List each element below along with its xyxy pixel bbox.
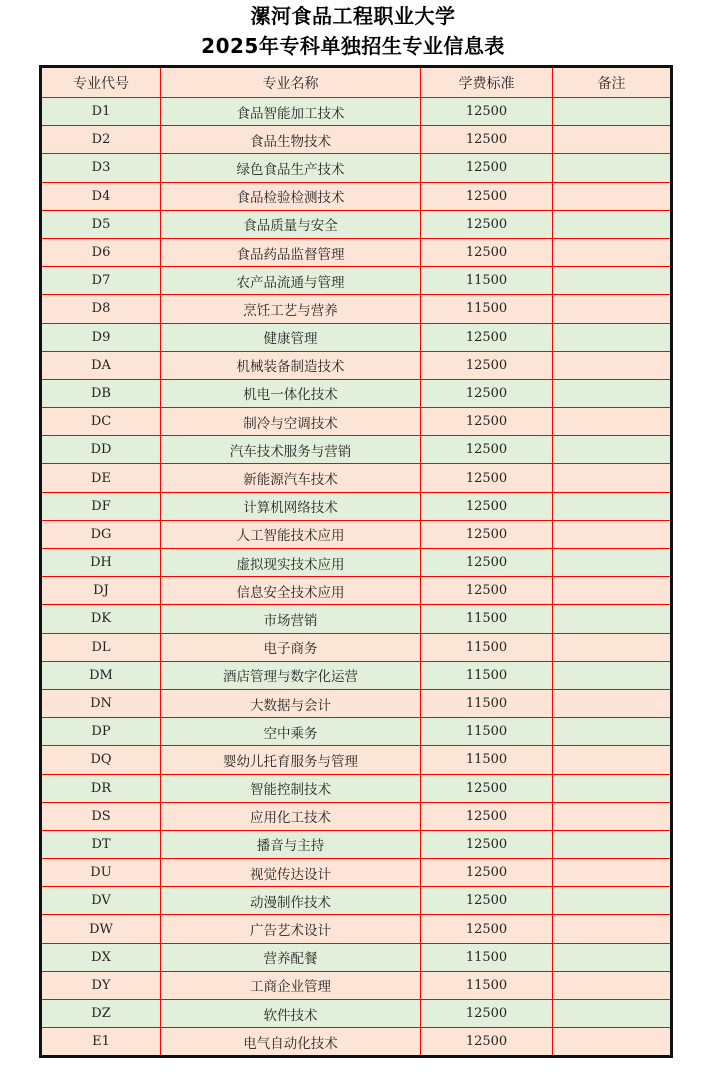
name-cell: 软件技术 <box>161 1000 421 1028</box>
code-cell: DE <box>41 464 161 492</box>
fee-cell: 12500 <box>421 859 553 887</box>
fee-cell: 12500 <box>421 774 553 802</box>
header-code: 专业代号 <box>41 67 161 98</box>
code-cell: D3 <box>41 154 161 182</box>
name-cell: 工商企业管理 <box>161 971 421 999</box>
code-cell: DF <box>41 492 161 520</box>
name-cell: 健康管理 <box>161 323 421 351</box>
name-cell: 食品质量与安全 <box>161 210 421 238</box>
fee-cell: 11500 <box>421 661 553 689</box>
code-cell: DD <box>41 436 161 464</box>
table-body <box>41 98 672 1057</box>
table-header-row <box>41 67 672 98</box>
code-cell: DK <box>41 605 161 633</box>
fee-cell: 12500 <box>421 154 553 182</box>
name-cell: 酒店管理与数字化运营 <box>161 661 421 689</box>
code-cell: D6 <box>41 238 161 266</box>
code-cell: D4 <box>41 182 161 210</box>
table-row <box>41 774 672 802</box>
fee-cell: 11500 <box>421 605 553 633</box>
note-cell <box>553 408 672 436</box>
name-cell: 播音与主持 <box>161 830 421 858</box>
code-cell: D8 <box>41 295 161 323</box>
fee-cell: 12500 <box>421 1028 553 1057</box>
note-cell <box>553 1000 672 1028</box>
table-row <box>41 379 672 407</box>
note-cell <box>553 295 672 323</box>
note-cell <box>553 802 672 830</box>
fee-cell: 12500 <box>421 98 553 126</box>
fee-cell: 12500 <box>421 238 553 266</box>
fee-cell: 12500 <box>421 887 553 915</box>
fee-cell: 11500 <box>421 689 553 717</box>
code-cell: DX <box>41 943 161 971</box>
fee-cell: 12500 <box>421 210 553 238</box>
name-cell: 视觉传达设计 <box>161 859 421 887</box>
code-cell: D5 <box>41 210 161 238</box>
fee-cell: 11500 <box>421 746 553 774</box>
code-cell: E1 <box>41 1028 161 1057</box>
table-row <box>41 492 672 520</box>
name-cell: 婴幼儿托育服务与管理 <box>161 746 421 774</box>
code-cell: D9 <box>41 323 161 351</box>
name-cell: 广告艺术设计 <box>161 915 421 943</box>
code-cell: DH <box>41 549 161 577</box>
name-cell: 空中乘务 <box>161 718 421 746</box>
fee-cell: 12500 <box>421 802 553 830</box>
note-cell <box>553 238 672 266</box>
name-cell: 计算机网络技术 <box>161 492 421 520</box>
table-row <box>41 267 672 295</box>
table-row <box>41 182 672 210</box>
table-row <box>41 718 672 746</box>
table-row <box>41 351 672 379</box>
note-cell <box>553 887 672 915</box>
code-cell: DW <box>41 915 161 943</box>
table-row <box>41 238 672 266</box>
document-title: 漯河食品工程职业大学 <box>250 4 456 28</box>
note-cell <box>553 520 672 548</box>
table-row <box>41 971 672 999</box>
table-row <box>41 689 672 717</box>
table-row <box>41 436 672 464</box>
table-row <box>41 802 672 830</box>
table-row <box>41 295 672 323</box>
fee-cell: 12500 <box>421 126 553 154</box>
note-cell <box>553 98 672 126</box>
note-cell <box>553 379 672 407</box>
note-cell <box>553 154 672 182</box>
name-cell: 汽车技术服务与营销 <box>161 436 421 464</box>
code-cell: DM <box>41 661 161 689</box>
note-cell <box>553 661 672 689</box>
name-cell: 食品生物技术 <box>161 126 421 154</box>
fee-cell: 11500 <box>421 295 553 323</box>
note-cell <box>553 182 672 210</box>
fee-cell: 12500 <box>421 915 553 943</box>
table-row <box>41 210 672 238</box>
name-cell: 电气自动化技术 <box>161 1028 421 1057</box>
note-cell <box>553 210 672 238</box>
name-cell: 食品检验检测技术 <box>161 182 421 210</box>
note-cell <box>553 267 672 295</box>
table-row <box>41 661 672 689</box>
name-cell: 人工智能技术应用 <box>161 520 421 548</box>
code-cell: D2 <box>41 126 161 154</box>
table-row <box>41 549 672 577</box>
fee-cell: 12500 <box>421 830 553 858</box>
header-fee: 学费标准 <box>421 67 553 98</box>
note-cell <box>553 943 672 971</box>
table-row <box>41 464 672 492</box>
note-cell <box>553 915 672 943</box>
note-cell <box>553 633 672 661</box>
note-cell <box>553 323 672 351</box>
fee-cell: 12500 <box>421 464 553 492</box>
table-row <box>41 408 672 436</box>
document-subtitle: 2025年专科单独招生专业信息表 <box>201 34 505 58</box>
note-cell <box>553 464 672 492</box>
name-cell: 市场营销 <box>161 605 421 633</box>
fee-cell: 12500 <box>421 520 553 548</box>
code-cell: DQ <box>41 746 161 774</box>
code-cell: DZ <box>41 1000 161 1028</box>
header-note: 备注 <box>553 67 672 98</box>
fee-cell: 11500 <box>421 267 553 295</box>
code-cell: D7 <box>41 267 161 295</box>
code-cell: DJ <box>41 577 161 605</box>
name-cell: 食品智能加工技术 <box>161 98 421 126</box>
table-row <box>41 323 672 351</box>
note-cell <box>553 1028 672 1057</box>
fee-cell: 12500 <box>421 577 553 605</box>
code-cell: D1 <box>41 98 161 126</box>
name-cell: 大数据与会计 <box>161 689 421 717</box>
code-cell: DB <box>41 379 161 407</box>
code-cell: DP <box>41 718 161 746</box>
code-cell: DV <box>41 887 161 915</box>
table-row <box>41 887 672 915</box>
note-cell <box>553 605 672 633</box>
code-cell: DT <box>41 830 161 858</box>
code-cell: DU <box>41 859 161 887</box>
header-name: 专业名称 <box>161 67 421 98</box>
fee-cell: 11500 <box>421 943 553 971</box>
table-row <box>41 605 672 633</box>
table-row <box>41 154 672 182</box>
note-cell <box>553 492 672 520</box>
fee-cell: 12500 <box>421 436 553 464</box>
name-cell: 食品药品监督管理 <box>161 238 421 266</box>
fee-cell: 12500 <box>421 549 553 577</box>
name-cell: 营养配餐 <box>161 943 421 971</box>
code-cell: DN <box>41 689 161 717</box>
code-cell: DL <box>41 633 161 661</box>
note-cell <box>553 774 672 802</box>
fee-cell: 11500 <box>421 718 553 746</box>
code-cell: DS <box>41 802 161 830</box>
name-cell: 制冷与空调技术 <box>161 408 421 436</box>
table-row <box>41 746 672 774</box>
note-cell <box>553 971 672 999</box>
table-row <box>41 520 672 548</box>
note-cell <box>553 436 672 464</box>
name-cell: 农产品流通与管理 <box>161 267 421 295</box>
code-cell: DC <box>41 408 161 436</box>
fee-cell: 12500 <box>421 323 553 351</box>
name-cell: 绿色食品生产技术 <box>161 154 421 182</box>
code-cell: DY <box>41 971 161 999</box>
code-cell: DG <box>41 520 161 548</box>
fee-cell: 12500 <box>421 1000 553 1028</box>
code-cell: DA <box>41 351 161 379</box>
table-row <box>41 126 672 154</box>
name-cell: 信息安全技术应用 <box>161 577 421 605</box>
note-cell <box>553 859 672 887</box>
table-row <box>41 830 672 858</box>
name-cell: 动漫制作技术 <box>161 887 421 915</box>
fee-cell: 12500 <box>421 408 553 436</box>
name-cell: 虚拟现实技术应用 <box>161 549 421 577</box>
table-row <box>41 633 672 661</box>
table-row <box>41 1000 672 1028</box>
name-cell: 电子商务 <box>161 633 421 661</box>
fee-cell: 11500 <box>421 633 553 661</box>
name-cell: 烹饪工艺与营养 <box>161 295 421 323</box>
note-cell <box>553 830 672 858</box>
fee-cell: 12500 <box>421 379 553 407</box>
note-cell <box>553 718 672 746</box>
table-row <box>41 1028 672 1057</box>
note-cell <box>553 689 672 717</box>
fee-cell: 12500 <box>421 351 553 379</box>
majors-table <box>39 65 673 1058</box>
fee-cell: 12500 <box>421 492 553 520</box>
table-row <box>41 577 672 605</box>
note-cell <box>553 746 672 774</box>
code-cell: DR <box>41 774 161 802</box>
fee-cell: 11500 <box>421 971 553 999</box>
name-cell: 机械装备制造技术 <box>161 351 421 379</box>
name-cell: 新能源汽车技术 <box>161 464 421 492</box>
note-cell <box>553 577 672 605</box>
name-cell: 智能控制技术 <box>161 774 421 802</box>
fee-cell: 12500 <box>421 182 553 210</box>
note-cell <box>553 549 672 577</box>
note-cell <box>553 351 672 379</box>
table-row <box>41 98 672 126</box>
table-row <box>41 859 672 887</box>
table-row <box>41 915 672 943</box>
name-cell: 机电一体化技术 <box>161 379 421 407</box>
table-row <box>41 943 672 971</box>
name-cell: 应用化工技术 <box>161 802 421 830</box>
note-cell <box>553 126 672 154</box>
